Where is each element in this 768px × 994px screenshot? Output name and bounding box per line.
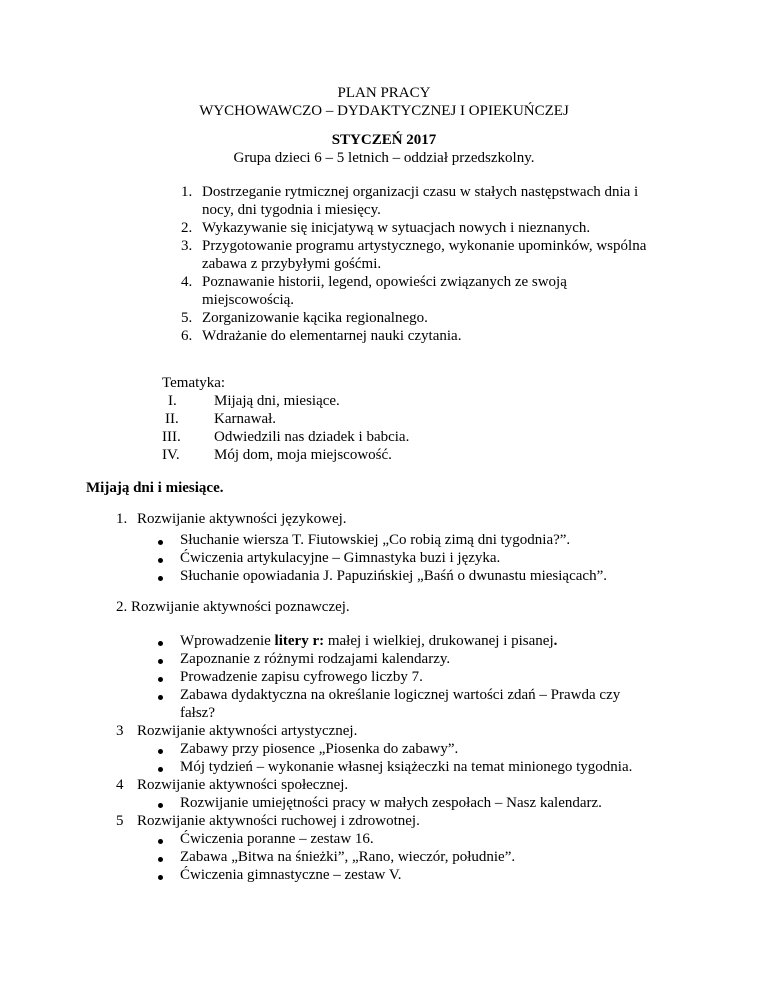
subsection-number: 3 xyxy=(116,723,124,739)
list-item: fałsz? xyxy=(180,705,215,721)
list-item xyxy=(180,632,557,650)
letter-highlight: litery r: xyxy=(274,633,325,649)
bullet-icon xyxy=(158,659,163,664)
bullet-icon xyxy=(158,749,163,754)
month-heading: STYCZEŃ 2017 xyxy=(331,132,437,148)
goal-text: Przygotowanie programu artystycznego, wykonanie upominków, wspólna xyxy=(202,238,647,254)
section-title: Mijają dni i miesiące. xyxy=(86,480,224,496)
plan-title: PLAN PRACY xyxy=(337,85,431,101)
list-item: Ćwiczenia artykulacyjne – Gimnastyka buzi i języka. xyxy=(180,550,501,566)
topic-number: III. xyxy=(162,429,181,445)
list-item: Zapoznanie z różnymi rodzajami kalendarzy. xyxy=(180,651,451,667)
bullet-icon xyxy=(158,540,163,545)
bullet-icon xyxy=(158,695,163,700)
subsection-title: Rozwijanie aktywności ruchowej i zdrowotnej. xyxy=(137,813,420,829)
list-item: Mój tydzień – wykonanie własnej książeczki na temat minionego tygodnia. xyxy=(180,759,633,775)
list-item-text: małej i wielkiej, drukowanej i pisanej xyxy=(324,633,554,649)
goal-text: Wykazywanie się inicjatywą w sytuacjach nowych i nieznanych. xyxy=(202,220,591,236)
topic-text: Mijają dni, miesiące. xyxy=(214,393,340,409)
bullet-icon xyxy=(158,641,163,646)
list-item: Ćwiczenia gimnastyczne – zestaw V. xyxy=(180,867,402,883)
goal-number: 3. xyxy=(181,238,193,254)
list-item: Rozwijanie umiejętności pracy w małych zespołach – Nasz kalendarz. xyxy=(180,795,602,811)
bullet-icon xyxy=(158,839,163,844)
bullet-icon xyxy=(158,558,163,563)
goal-number: 5. xyxy=(181,310,193,326)
topics-heading: Tematyka: xyxy=(162,375,226,391)
goal-text: Wdrażanie do elementarnej nauki czytania. xyxy=(202,328,462,344)
goal-text: miejscowością. xyxy=(202,292,295,308)
bullet-icon xyxy=(158,803,163,808)
topic-number: IV. xyxy=(162,447,180,463)
topic-text: Odwiedzili nas dziadek i babcia. xyxy=(214,429,410,445)
goal-text: Dostrzeganie rytmicznej organizacji czasu w stałych następstwach dnia i xyxy=(202,184,639,200)
list-item: Zabawy przy piosence „Piosenka do zabawy”. xyxy=(180,741,459,757)
goal-text: Poznawanie historii, legend, opowieści związanych ze swoją xyxy=(202,274,567,290)
subsection-title: Rozwijanie aktywności artystycznej. xyxy=(137,723,358,739)
subsection-number: 4 xyxy=(116,777,124,793)
list-item: Ćwiczenia poranne – zestaw 16. xyxy=(180,831,374,847)
bullet-icon xyxy=(158,857,163,862)
subsection-title: Rozwijanie aktywności społecznej. xyxy=(137,777,349,793)
topic-number: II. xyxy=(165,411,179,427)
list-item: Zabawa dydaktyczna na określanie logicznej wartości zdań – Prawda czy xyxy=(180,687,621,703)
goal-number: 2. xyxy=(181,220,193,236)
list-item: Słuchanie opowiadania J. Papuzińskiej „Baśń o dwunastu miesiącach”. xyxy=(180,568,607,584)
subsection-number: 1. xyxy=(116,511,128,527)
list-item-period: . xyxy=(553,633,558,649)
goal-number: 4. xyxy=(181,274,193,290)
topic-text: Karnawał. xyxy=(214,411,277,427)
bullet-icon xyxy=(158,767,163,772)
bullet-icon xyxy=(158,875,163,880)
list-item: Prowadzenie zapisu cyfrowego liczby 7. xyxy=(180,669,423,685)
subsection-title: 2. Rozwijanie aktywności poznawczej. xyxy=(116,599,350,615)
topic-number: I. xyxy=(168,393,177,409)
group-info: Grupa dzieci 6 – 5 letnich – oddział przedszkolny. xyxy=(233,150,535,166)
plan-subtitle: WYCHOWAWCZO – DYDAKTYCZNEJ I OPIEKUŃCZEJ xyxy=(199,103,569,119)
bullet-icon xyxy=(158,677,163,682)
goal-number: 1. xyxy=(181,184,193,200)
bullet-icon xyxy=(158,576,163,581)
subsection-number: 5 xyxy=(116,813,124,829)
list-item: Zabawa „Bitwa na śnieżki”, „Rano, wieczór, południe”. xyxy=(180,849,516,865)
goal-text: nocy, dni tygodnia i miesięcy. xyxy=(202,202,381,218)
subsection-title: Rozwijanie aktywności językowej. xyxy=(137,511,347,527)
goal-text: zabawa z przybyłymi gośćmi. xyxy=(202,256,382,272)
goal-number: 6. xyxy=(181,328,193,344)
topic-text: Mój dom, moja miejscowość. xyxy=(214,447,392,463)
goal-text: Zorganizowanie kącika regionalnego. xyxy=(202,310,428,326)
list-item: Słuchanie wiersza T. Fiutowskiej „Co robią zimą dni tygodnia?”. xyxy=(180,532,571,548)
list-item-text: Wprowadzenie xyxy=(180,633,275,649)
